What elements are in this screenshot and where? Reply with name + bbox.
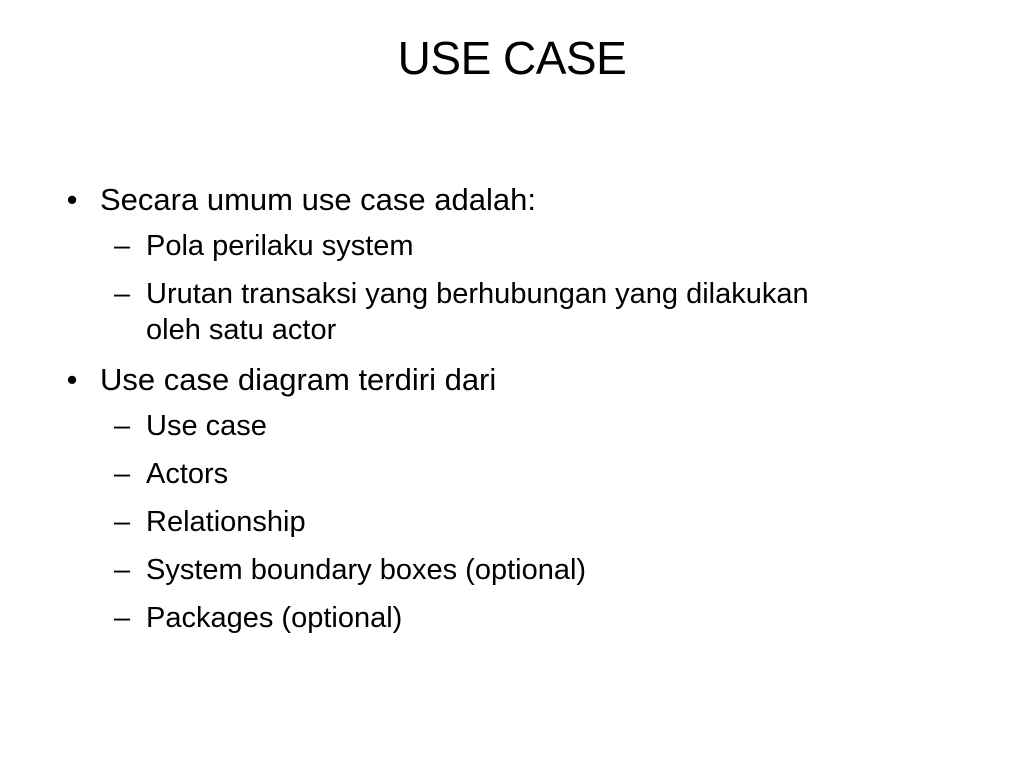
sub-item-text: Pola perilaku system [146,230,414,262]
sub-item [100,504,826,540]
sub-item [100,552,826,588]
dash-marker: – [114,506,131,538]
dash-marker: – [114,278,131,310]
dash-marker: – [114,602,131,634]
sub-list [100,408,956,636]
bullet-marker: • [66,362,78,397]
bullet-text: Use case diagram terdiri dari [100,362,497,397]
sub-item-text: Actors [146,458,229,490]
sub-item [100,408,826,444]
sub-item-text: Use case [146,410,267,442]
sub-list [100,228,956,348]
sub-item-text: Packages (optional) [146,602,403,634]
bullet-item [56,180,956,348]
dash-marker: – [114,554,131,586]
sub-item [100,276,826,348]
dash-marker: – [114,458,131,490]
bullet-list [56,180,956,648]
bullet-item [56,360,956,636]
sub-item [100,228,826,264]
sub-item [100,600,826,636]
dash-marker: – [114,230,131,262]
sub-item-text: Urutan transaksi yang berhubungan yang dilakukan oleh satu actor [146,278,809,346]
slide-title: USE CASE [397,32,627,84]
sub-item-text: Relationship [146,506,306,538]
sub-item-text: System boundary boxes (optional) [146,554,587,586]
dash-marker: – [114,410,131,442]
bullet-text: Secara umum use case adalah: [100,182,536,217]
bullet-marker: • [66,182,78,217]
sub-item [100,456,826,492]
